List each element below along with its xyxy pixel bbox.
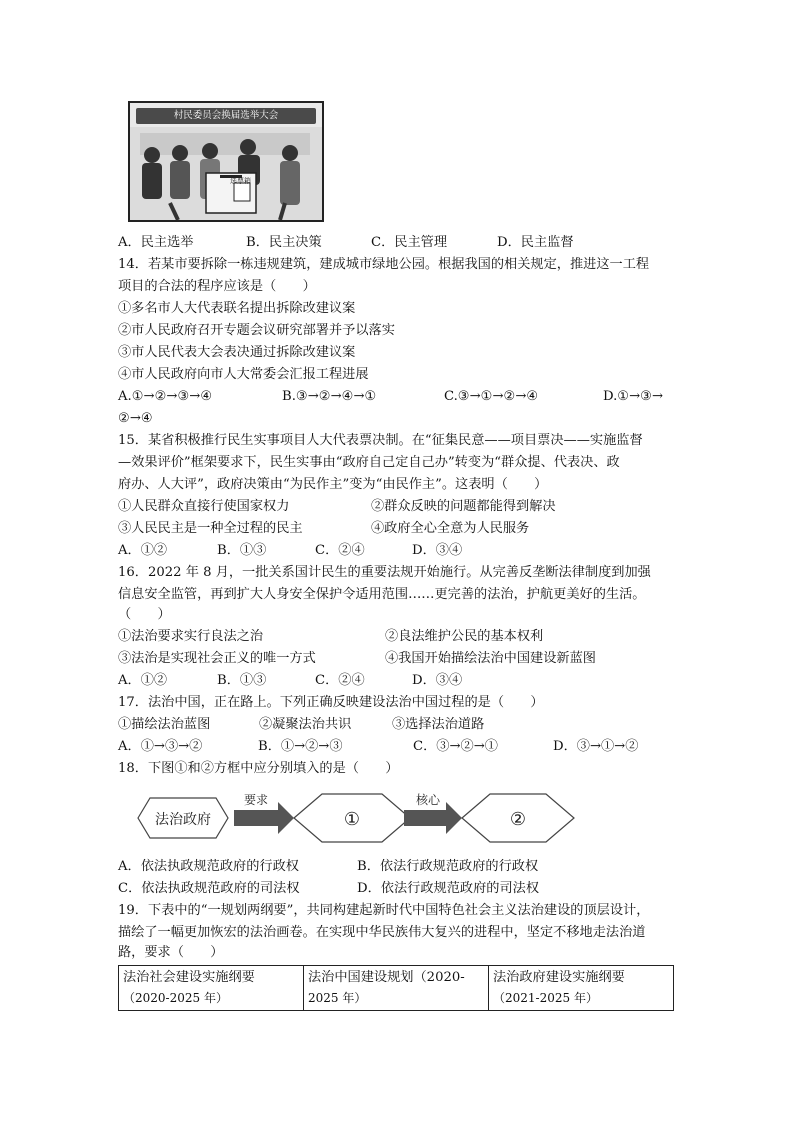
q16-option-b: B．①③	[217, 673, 267, 688]
q18-option-b: B．依法行政规范政府的行政权	[357, 859, 539, 874]
q14-item-1: ①多名市人大代表联名提出拆除改建议案	[118, 301, 356, 316]
q18-option-a: A．依法执政规范政府的行政权	[118, 859, 299, 874]
q15-stem-2: —效果评价”框架要求下，民生实事由“政府自己定自己办”转变为“群众提、代表决、政	[118, 455, 620, 470]
q13-option-a: A．民主选举	[118, 235, 194, 250]
flow-arrow-2-label: 核心	[415, 793, 441, 807]
q17-stem: 17．法治中国，正在路上。下列正确反映建设法治中国过程的是（ ）	[118, 695, 544, 710]
table-cell	[489, 966, 674, 1011]
plan-title: 法治政府建设实施纲要	[493, 970, 625, 985]
table-row	[119, 966, 674, 1011]
q14-option-a: A.①→②→③→④	[118, 389, 213, 404]
voting-scene-icon	[130, 103, 322, 220]
q15-item-1: ①人民群众直接行使国家权力	[118, 499, 290, 514]
q16-stem-1: 16．2022 年 8 月，一批关系国计民生的重要法规开始施行。从完善反垄断法律制度到加强	[118, 565, 651, 580]
q16-item-1: ①法治要求实行良法之治	[118, 629, 264, 644]
q14-option-b: B.③→②→④→①	[282, 389, 377, 404]
plan-period: （2021-2025 年）	[493, 991, 598, 1005]
flow-box-2-label: ②	[509, 809, 527, 830]
q16-option-a: A．①②	[118, 673, 168, 688]
flow-arrow-1-label: 要求	[243, 793, 269, 807]
q14-item-4: ④市人民政府向市人大常委会汇报工程进展	[118, 367, 369, 382]
q14-item-2: ②市人民政府召开专题会议研究部署并予以落实	[118, 323, 395, 338]
q16-item-4: ④我国开始描绘法治中国建设新蓝图	[385, 651, 596, 666]
plan-title: 法治中国建设规划（2020-	[308, 970, 465, 985]
q18-stem: 18．下图①和②方框中应分别填入的是（ ）	[118, 761, 399, 776]
q16-item-3: ③法治是实现社会正义的唯一方式	[118, 651, 316, 666]
table-cell	[304, 966, 489, 1011]
flow-start-label: 法治政府	[155, 812, 211, 828]
q14-option-c: C.③→①→②→④	[444, 389, 539, 404]
q19-stem-2: 描绘了一幅更加恢宏的法治画卷。在实现中华民族伟大复兴的进程中，坚定不移地走法治道	[118, 925, 646, 940]
plan-period: 2025 年）	[308, 991, 367, 1005]
q16-option-c: C．②④	[315, 673, 365, 688]
election-illustration	[128, 101, 324, 222]
q19-stem-3: 路，要求（ ）	[118, 945, 224, 960]
q13-option-d: D．民主监督	[497, 235, 574, 250]
q15-option-c: C．②④	[315, 543, 365, 558]
table-cell	[119, 966, 304, 1011]
q16-option-d: D．③④	[412, 673, 463, 688]
ballot-box-label: 选票箱	[230, 177, 251, 185]
q19-plans-table	[118, 965, 674, 1011]
q15-item-3: ③人民民主是一种全过程的民主	[118, 521, 303, 536]
q18-flow-diagram	[128, 790, 678, 846]
q17-item-2: ②凝聚法治共识	[259, 717, 352, 732]
q14-option-d-wrap: ②→④	[118, 411, 153, 426]
q15-item-2: ②群众反映的问题都能得到解决	[371, 499, 556, 514]
q18-option-d: D．依法行政规范政府的司法权	[357, 881, 540, 896]
q15-option-a: A．①②	[118, 543, 168, 558]
q14-item-3: ③市人民代表大会表决通过拆除改建议案	[118, 345, 356, 360]
plan-period: （2020-2025 年）	[123, 991, 228, 1005]
flow-box-1-label: ①	[343, 809, 361, 830]
q14-option-d: D.①→③→	[603, 389, 664, 404]
q17-option-d: D．③→①→②	[553, 739, 639, 754]
q14-stem-2: 项目的合法的程序应该是（ ）	[118, 279, 316, 294]
q16-item-2: ②良法维护公民的基本权利	[385, 629, 544, 644]
q15-item-4: ④政府全心全意为人民服务	[371, 521, 530, 536]
q15-option-d: D．③④	[412, 543, 463, 558]
q17-item-1: ①描绘法治蓝图	[118, 717, 211, 732]
plan-title: 法治社会建设实施纲要	[123, 970, 255, 985]
q15-stem-3: 府办、人大评”，政府决策由“为民作主”变为“由民作主”。这表明（ ）	[118, 477, 548, 492]
q19-stem-1: 19．下表中的“一规划两纲要”，共同构建起新时代中国特色社会主义法治建设的顶层设计，	[118, 903, 650, 918]
q16-stem-2: 信息安全监管，再到扩大人身安全保护令适用范围……更完善的法治，护航更美好的生活。	[118, 587, 646, 602]
q16-stem-3: （ ）	[118, 607, 171, 622]
q17-option-b: B．①→②→③	[258, 739, 343, 754]
q18-option-c: C．依法执政规范政府的司法权	[118, 881, 300, 896]
q13-option-b: B．民主决策	[246, 235, 322, 250]
illustration-banner: 村民委员会换届选举大会	[136, 108, 316, 124]
q17-option-a: A．①→③→②	[118, 739, 203, 754]
q15-stem-1: 15．某省积极推行民生实事项目人大代表票决制。在“征集民意——项目票决——实施监督	[118, 433, 643, 448]
q17-item-3: ③选择法治道路	[392, 717, 485, 732]
q15-option-b: B．①③	[217, 543, 267, 558]
q13-option-c: C．民主管理	[371, 235, 448, 250]
q17-option-c: C．③→②→①	[413, 739, 498, 754]
q14-stem-1: 14．若某市要拆除一栋违规建筑，建成城市绿地公园。根据我国的相关规定，推进这一工程	[118, 257, 650, 272]
